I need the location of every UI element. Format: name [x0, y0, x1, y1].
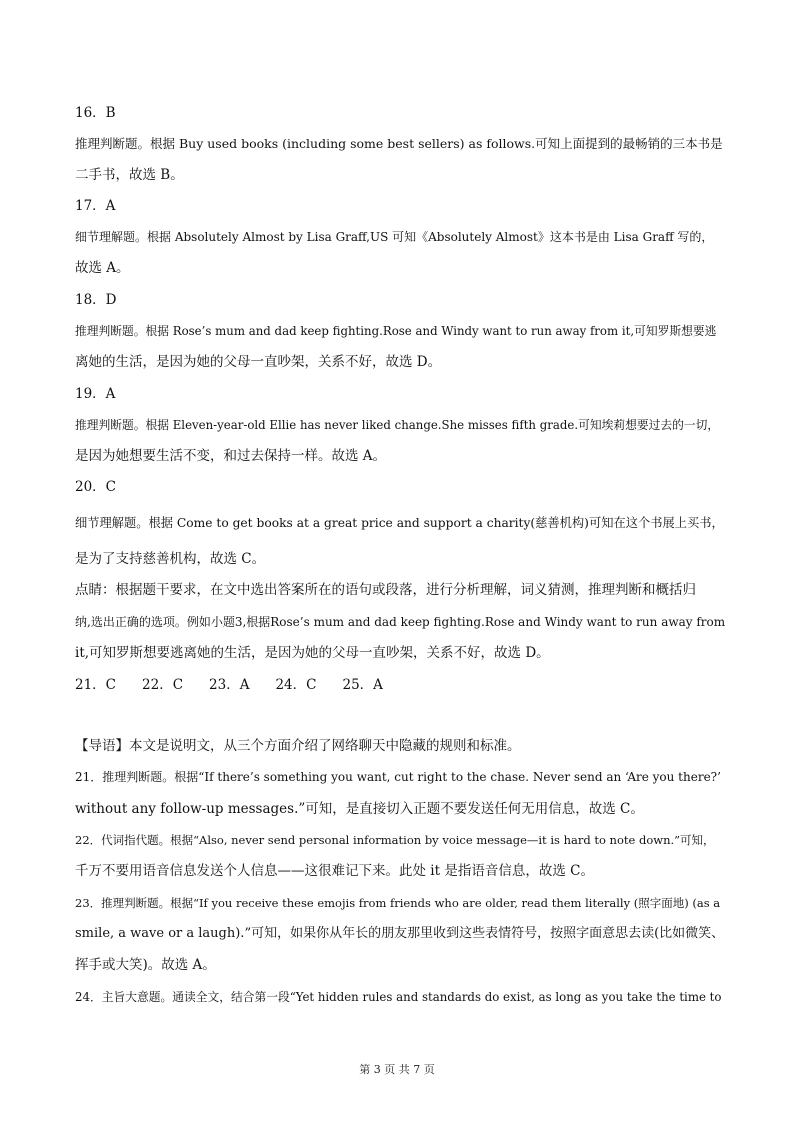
explanation-16-line2: 二手书，故选 B。 — [75, 167, 184, 183]
explanation-20-line1: 细节理解题。根据 Come to get books at a great price and support a charity(慈善机构)可知在这个书展上买书， — [75, 516, 724, 530]
answer-18: 18．D — [75, 292, 117, 308]
explanation-22-line1: 22．代词指代题。根据“Also, never send personal information by voice message—it is hard to note down.”可知， — [75, 833, 715, 847]
answer-20: 20．C — [75, 479, 117, 495]
explanation-16-line1: 推理判断题。根据 Buy used books (including some best sellers) as follows.可知上面提到的最畅销的三本书是 — [75, 136, 723, 151]
answer-21: 21．C — [75, 677, 117, 693]
explanation-21-line1: 21．推理判断题。根据“If there’s something you want, cut right to the chase. Never send an ‘Are you there?’ — [75, 770, 721, 784]
explanation-19-line2: 是因为她想要生活不变，和过去保持一样。故选 A。 — [75, 448, 387, 464]
answer-19: 19．A — [75, 386, 116, 402]
page-footer: 第 3 页 共 7 页 — [359, 1063, 435, 1076]
answer-17: 17．A — [75, 198, 116, 214]
explanation-24-line1: 24．主旨大意题。通读全文，结合第一段“Yet hidden rules and standards do exist, as long as you take the time to — [75, 990, 722, 1004]
answer-23: 23．A — [209, 677, 250, 693]
explanation-21-line2: without any follow-up messages.”可知，是直接切入正题不要发送任何无用信息，故选 C。 — [75, 801, 644, 817]
explanation-18-line1: 推理判断题。根据 Rose’s mum and dad keep fighting.Rose and Windy want to run away from it,可知罗斯想要逃 — [75, 324, 717, 338]
explanation-17-line1: 细节理解题。根据 Absolutely Almost by Lisa Graff,US 可知《Absolutely Almost》这本书是由 Lisa Graff 写的， — [75, 230, 714, 244]
explanation-23-line1: 23．推理判断题。根据“If you receive these emojis from friends who are older, read them literally (照字面地) (as a — [75, 896, 721, 910]
explanation-17-line2: 故选 A。 — [75, 260, 130, 276]
explanation-19-line1: 推理判断题。根据 Eleven-year-old Ellie has never liked change.She misses fifth grade.可知埃莉想要过去的一切， — [75, 418, 720, 432]
tip-line2: 纳,选出正确的选项。例如小题3,根据Rose’s mum and dad keep fighting.Rose and Windy want to run away from — [75, 615, 726, 629]
answer-16: 16．B — [75, 105, 116, 121]
answer-25: 25．A — [342, 677, 383, 693]
answer-24: 24．C — [275, 677, 317, 693]
answer-row-21-25 — [75, 675, 725, 695]
tip-line1: 点睛：根据题干要求，在文中选出答案所在的语句或段落，进行分析理解，词义猜测，推理判断和概括归 — [75, 582, 696, 598]
explanation-20-line2: 是为了支持慈善机构，故选 C。 — [75, 551, 266, 567]
answer-22: 22．C — [142, 677, 184, 693]
explanation-23-line2: smile, a wave or a laugh).”可知，如果你从年长的朋友那里收到这些表情符号，按照字面意思去读(比如微笑、 — [75, 926, 725, 941]
explanation-23-line3: 挥手或大笑)。故选 A。 — [75, 957, 216, 973]
explanation-18-line2: 离她的生活，是因为她的父母一直吵架，关系不好，故选 D。 — [75, 354, 442, 370]
intro-line: 【导语】本文是说明文，从三个方面介绍了网络聊天中隐藏的规则和标准。 — [75, 738, 521, 754]
explanation-22-line2: 千万不要用语音信息发送个人信息——这很难记下来。此处 it 是指语音信息，故选 C。 — [75, 863, 594, 879]
tip-line3: it,可知罗斯想要逃离她的生活，是因为她的父母一直吵架，关系不好，故选 D。 — [75, 645, 550, 661]
